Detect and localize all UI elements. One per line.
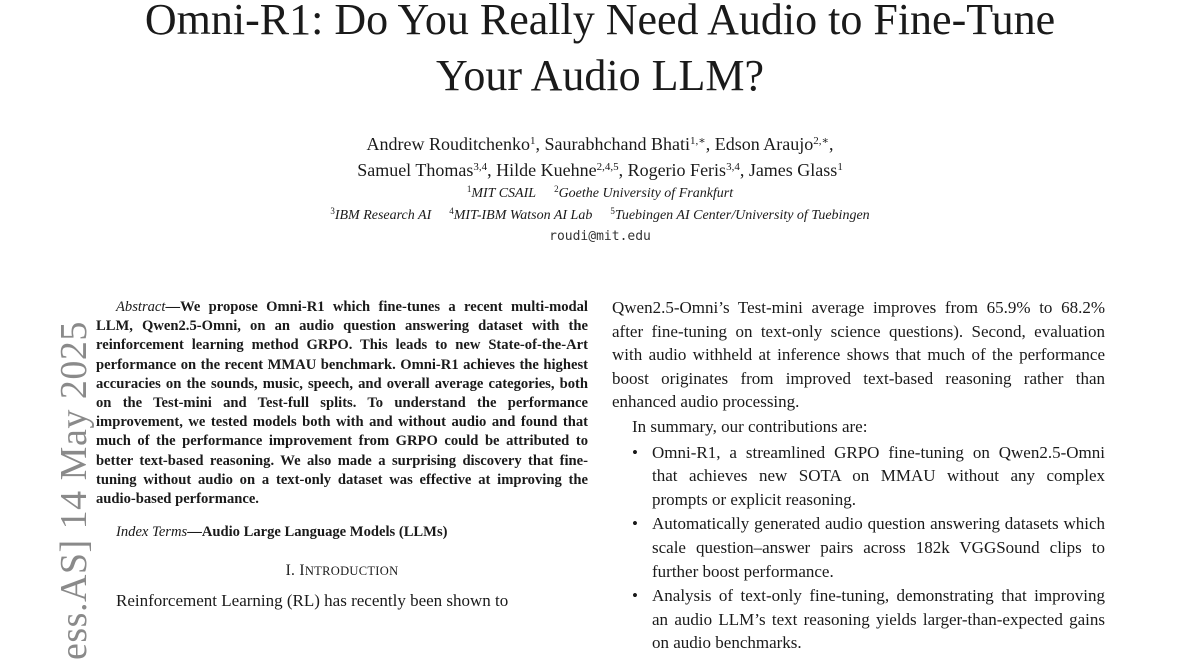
contributions-intro: In summary, our contributions are: <box>632 416 868 436</box>
affiliation: Goethe University of Frankfurt <box>558 186 734 201</box>
section-title: NTRODUCTION <box>304 564 399 579</box>
affil-marker: 4 <box>449 206 454 216</box>
affiliation: MIT CSAIL <box>471 186 537 201</box>
author-line-2: Samuel Thomas$^{3,4}$, Hilde Kuehne$^{2,4,5}$, Rogerio Feris$^{3,4}$, James Glass$^1$ <box>357 160 843 180</box>
index-terms <box>96 523 588 542</box>
index-terms-text: —Audio Large Language Models (LLMs) <box>187 524 448 541</box>
author-affil-marker: 1 <box>837 161 843 173</box>
section-numeral: I. I <box>285 562 305 580</box>
abstract <box>96 298 588 509</box>
affiliation-line-1 <box>0 184 1200 204</box>
bullet-icon: • <box>632 442 638 462</box>
right-column <box>612 296 1105 656</box>
author-affil-marker: 1 <box>530 135 536 147</box>
contributions-list <box>612 441 1105 655</box>
affiliation: Tuebingen AI Center/University of Tuebingen <box>614 208 870 223</box>
author-affil-marker: 3,4 <box>726 161 740 173</box>
list-item-text: Analysis of text-only fine-tuning, demonstrating that improving an audio LLM’s text reasoning yields larger-than-expected gains on audio benchmarks. <box>652 586 1105 653</box>
list-item-text: Omni-R1, a streamlined GRPO fine-tuning on Qwen2.5-Omni that achieves new SOTA on MMAU without any complex prompts or explicit reasoning. <box>652 442 1105 509</box>
affil-marker: 5 <box>610 206 615 216</box>
title-line-2: Your Audio LLM? <box>435 51 764 100</box>
author-list <box>0 131 1200 183</box>
author-name: James Glass <box>748 160 838 180</box>
affil-marker: 2 <box>554 184 559 194</box>
introduction-text: Reinforcement Learning (RL) has recently been shown to <box>116 591 509 611</box>
list-item <box>632 441 1105 512</box>
contact-email: roudi@mit.edu <box>549 229 651 244</box>
author-affil-marker: 1,∗ <box>689 135 706 147</box>
author-line-1: Andrew Rouditchenko$^1$, Saurabhchand Bhati$^{1,∗}$, Edson Araujo$^{2,∗}$, <box>366 134 834 154</box>
affil-marker: 3 <box>330 206 335 216</box>
affiliation: IBM Research AI <box>334 208 432 223</box>
author-name: Edson Araujo <box>714 134 814 154</box>
author-name: Saurabhchand Bhati <box>544 134 690 154</box>
affiliation: MIT-IBM Watson AI Lab <box>453 208 593 223</box>
arxiv-side-stamp: ess.AS] 14 May 2025 <box>53 321 95 660</box>
author-affil-marker: 2,4,5 <box>596 161 619 173</box>
section-heading-introduction <box>96 562 588 580</box>
author-name: Samuel Thomas <box>357 160 474 180</box>
author-name: Rogerio Feris <box>627 160 727 180</box>
author-affil-marker: 2,∗ <box>813 135 829 147</box>
list-item <box>632 584 1105 655</box>
abstract-text: —We propose Omni-R1 which fine-tunes a recent multi-modal LLM, Qwen2.5-Omni, on an audio question answering dataset with the reinforcement learning method GRPO. This leads to new State-of-the-Art performance on the recent MMAU benchmark. Omni-R1 achieves the highest accuracies on the sounds, music, speech, and overall average categories, both on the Test-mini and Test-full splits. To understand the performance improvement, we tested models both with and without audio and found that much of the performance improvement from GRPO could be attributed to better text-based reasoning. We also made a surprising discovery that fine-tuning without audio on a text-only dataset was effective at improving the audio-based performance. <box>96 299 588 508</box>
affiliation-line-2 <box>0 206 1200 226</box>
affil-marker: 1 <box>466 184 472 194</box>
abstract-label: Abstract <box>116 299 166 315</box>
bullet-icon: • <box>632 514 638 534</box>
author-name: Andrew Rouditchenko <box>366 134 531 154</box>
bullet-icon: • <box>632 586 638 606</box>
title-line-1: Omni-R1: Do You Really Need Audio to Fine-Tune <box>144 0 1056 44</box>
index-terms-label: Index Terms <box>116 524 188 541</box>
list-item-text: Automatically generated audio question answering datasets which scale question–answer pairs across 182k VGGSound clips to further boost performance. <box>652 514 1105 581</box>
author-name: Hilde Kuehne <box>496 160 597 180</box>
paper-title <box>0 0 1200 104</box>
left-column <box>96 298 588 612</box>
list-item <box>632 512 1105 583</box>
author-affil-marker: 3,4 <box>473 161 488 173</box>
body-paragraph: Qwen2.5-Omni’s Test-mini average improves from 65.9% to 68.2% after fine-tuning on text-only science questions). Second, evaluation with audio withheld at inference shows that much of the performance boost originates from improved text-based reasoning rather than enhanced audio processing. <box>612 298 1105 412</box>
